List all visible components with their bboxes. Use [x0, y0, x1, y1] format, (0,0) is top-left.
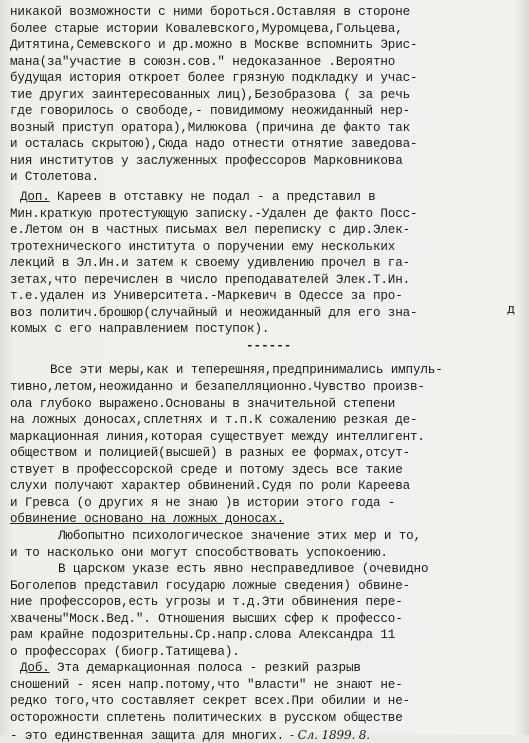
- text-line: т.е.удален из Университета.-Маркевич в Одессе за про-: [10, 289, 403, 304]
- text-line: сношений - ясен напр.потому,что "власти" не знают не-: [10, 677, 403, 692]
- paragraph-1: [10, 4, 519, 186]
- text-line: ние профессоров,есть угрозы и т.д.Эти обвинения пере-: [10, 595, 403, 610]
- text-span: Эта демаркационная полоса - резкий разрыв: [49, 661, 361, 676]
- text-span: - это единственная защита для многих.: [10, 728, 285, 743]
- text-line: лекций в Эл.Ин.и затем к своему удивлению прочел в га-: [10, 256, 411, 271]
- text-line: Дитятина,Семевского и др.можно в Москве вспомнить Эрис-: [10, 38, 418, 53]
- text-line: тивно,летом,неожиданно и безапелляционно.Чувство произв-: [10, 380, 425, 395]
- text-line: хвачены"Моск.Вед.". Отношения высших сфер к профессо-: [10, 611, 403, 626]
- text-line: тие других заинтересованных лиц),Безобразова ( за речь: [10, 87, 411, 102]
- text-line: мана(за"участие в союзн.сов." недоказанное .Вероятно: [10, 54, 396, 69]
- text-line: обществом и полицией(высшей) в разных ее формах,отсут-: [10, 446, 411, 461]
- addendum-label: Доб.: [20, 661, 50, 676]
- text-line: и Столетова.: [10, 170, 99, 185]
- text-line: возный приступ оратора),Милюкова (причина де факто так: [10, 120, 411, 135]
- paragraph-4: [10, 528, 519, 561]
- text-line: Боголепов представил государю ложные сведения) обвине-: [10, 578, 411, 593]
- text-line: будущая история откроет более грязную подкладку и учас-: [10, 71, 418, 86]
- text-line: зетах,что перечислен в число преподавателей Элек.Т.Ин.: [10, 272, 411, 287]
- text-line: где говорилось о свободе,- повидимому неожиданный нер-: [10, 104, 411, 119]
- section-separator: ------: [246, 338, 292, 353]
- text-line: воз политич.брошюр(случайный и неожиданный для его зна-: [10, 305, 418, 320]
- text-line: маркационная линия,которая существует между интеллигент.: [10, 429, 425, 444]
- text-line: ола глубоко выражено.Основаны в значительной степени: [10, 396, 396, 411]
- paragraph-3: [10, 362, 519, 527]
- text-line: ствует в профессорской среде и потому здесь все такие: [10, 462, 403, 477]
- paragraph-5: [10, 561, 519, 660]
- text-line: ния институтов у заслуженных профессоров Марковникова: [10, 153, 403, 168]
- text-line: и Гревса (о других я не знаю )в истории этого года -: [10, 495, 396, 510]
- text-span: Кареев в отставку не подал - а представил в: [49, 190, 376, 205]
- text-line: слухи получают характер обвинений.Судя по роли Кареева: [10, 479, 411, 494]
- text-line: комых с его направлением поступок).: [10, 322, 270, 337]
- text-line: Любопытно психологическое значение этих мер и то,: [58, 528, 421, 543]
- text-line: никакой возможности с ними бороться.Оставляя в стороне: [10, 5, 411, 19]
- text-line: е.Летом он в частных письмах вел переписку с дир.Элек-: [10, 223, 411, 238]
- handwritten-note: - Сл. 1899. 8.: [290, 727, 370, 742]
- text-line: В царском указе есть явно несправедливое (очевидно: [58, 562, 429, 577]
- text-line: о профессорах (биогр.Татищева).: [10, 644, 240, 659]
- text-line: Мин.краткую протестующую записку.-Удален де факто Посс-: [10, 206, 418, 221]
- text-line: более старые истории Ковалевского,Муромцева,Гольцева,: [10, 21, 403, 36]
- text-line: обвинение основано на ложных доносах.: [10, 512, 285, 527]
- addendum-label: Доп.: [20, 190, 50, 205]
- text-line: и то насколько они могут способствовать успокоению.: [10, 545, 388, 560]
- paragraph-2: [10, 189, 519, 338]
- text-line: осторожности сплетень политических в русском обществе: [10, 710, 403, 725]
- text-line: [10, 189, 519, 206]
- text-line: на ложных доносах,сплетнях и т.п.К сожалению резкая де-: [10, 413, 418, 428]
- text-line: тротехнического института о поручении ему нескольких: [10, 239, 396, 254]
- text-line: Все эти меры,как и теперешняя,предпринимались импуль-: [50, 363, 443, 378]
- text-line: редко того,что составляет секрет всех.При обилии и не-: [10, 694, 411, 709]
- text-line: [10, 660, 519, 677]
- paragraph-6: [10, 660, 519, 743]
- margin-mark: д: [506, 302, 515, 316]
- text-line: рам крайне подозрительны.Ср.напр.слова Александра 11: [10, 628, 396, 643]
- text-line: и осталась скрытою),Сюда надо отнести отнятие заведова-: [10, 137, 418, 152]
